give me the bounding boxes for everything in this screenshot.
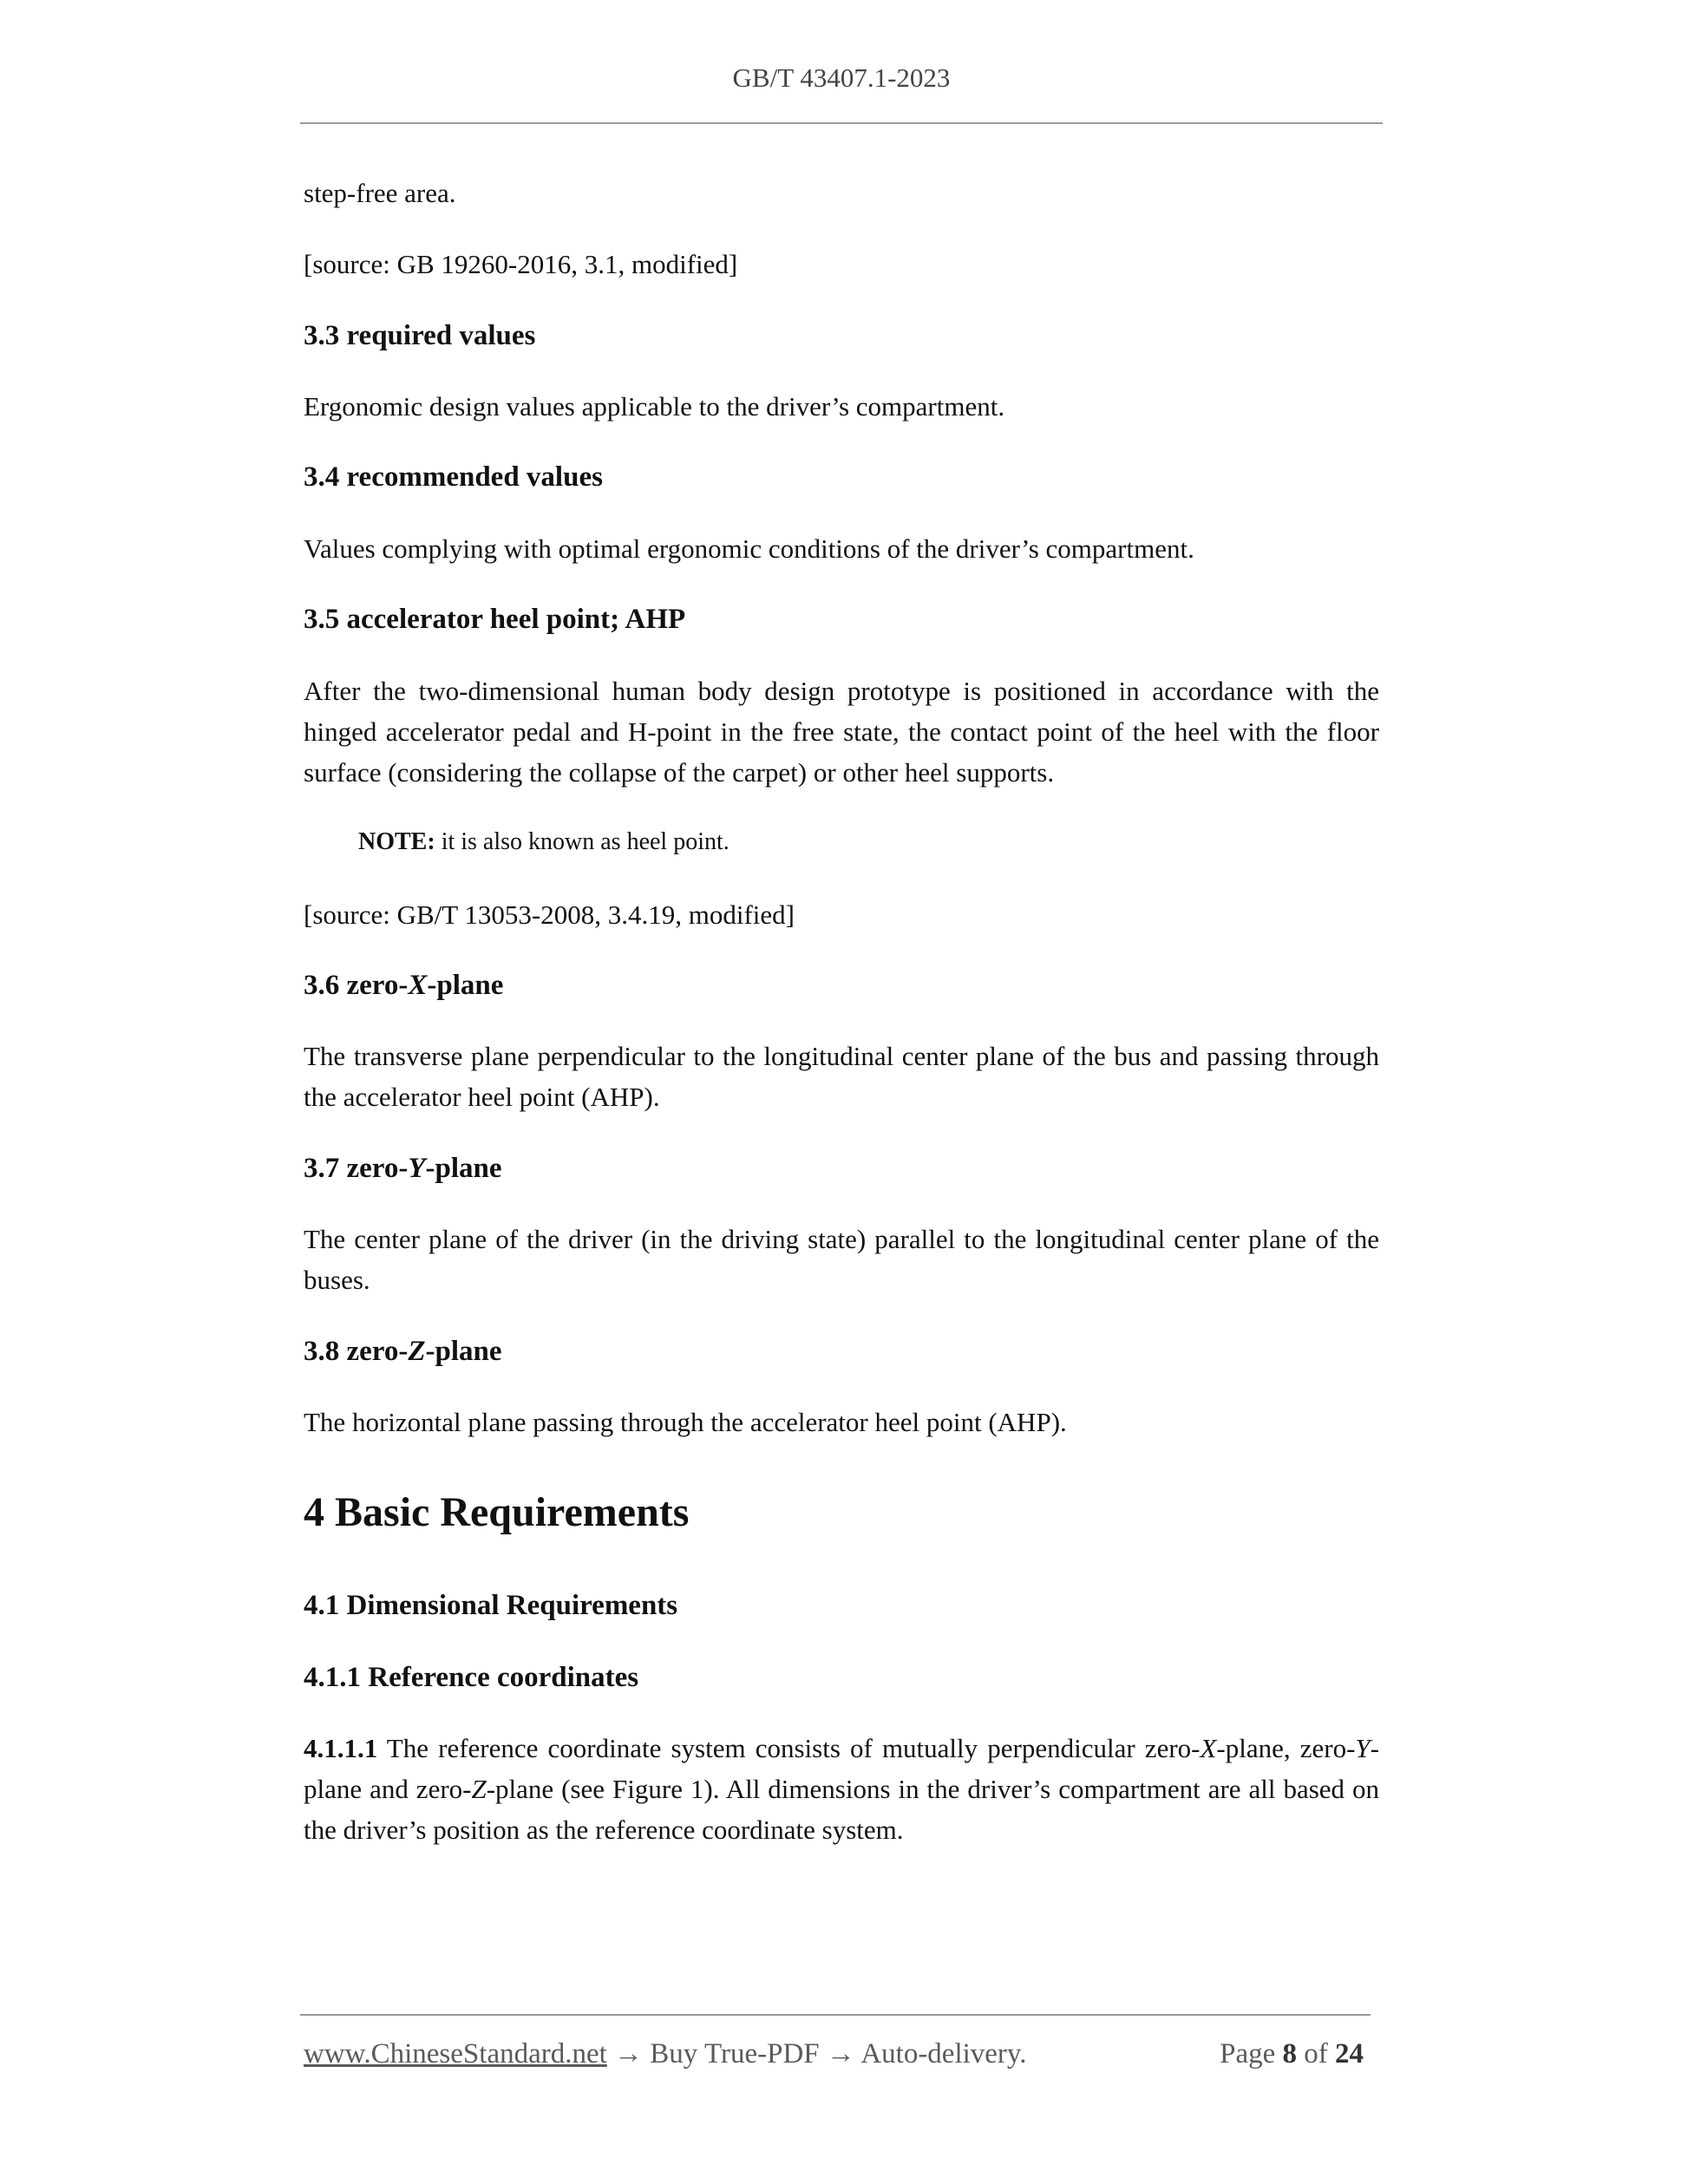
heading-4-1: 4.1 Dimensional Requirements <box>304 1590 678 1621</box>
page-total: 24 <box>1335 2038 1364 2070</box>
note-label: NOTE: <box>358 828 435 855</box>
paragraph-3-8: The horizontal plane passing through the accelerator heel point (AHP). <box>304 1407 1067 1437</box>
buy-true-pdf-text: Buy True-PDF <box>650 2038 820 2070</box>
heading-4-1-1: 4.1.1 Reference coordinates <box>304 1662 639 1693</box>
paragraph-3-6: The transverse plane perpendicular to the longitudinal center plane of the bus and passing through the accelerator heel point (AHP). <box>304 1041 1379 1112</box>
heading-3-8: 3.8 zero-Z-plane <box>304 1336 502 1367</box>
heading-3-5: 3.5 accelerator heel point; AHP <box>304 604 686 635</box>
paragraph-3-4: Values complying with optimal ergonomic conditions of the driver’s compartment. <box>304 533 1194 564</box>
arrow-icon: → <box>606 2038 651 2070</box>
heading-3-6: 3.6 zero-X-plane <box>304 970 504 1001</box>
clause-number: 4.1.1.1 <box>304 1733 378 1763</box>
source-citation-2: [source: GB/T 13053-2008, 3.4.19, modified] <box>304 899 795 930</box>
note-text: it is also known as heel point. <box>435 828 730 855</box>
heading-3-7: 3.7 zero-Y-plane <box>304 1153 502 1184</box>
paragraph-3-5: After the two-dimensional human body design prototype is positioned in accordance with the hinged accelerator pedal and H-point in the free state, the contact point of the heel with the floor surface (considering the collapse of the carpet) or other heel supports. <box>304 676 1379 788</box>
paragraph-step-free: step-free area. <box>304 178 456 208</box>
paragraph-4-1-1-1: 4.1.1.1 The reference coordinate system consists of mutually perpendicular zero-X-plane, zero-Y-plane and zero-Z-plane (see Figure 1). All dimensions in the driver’s compartment are all based on the driver’s position as the reference coordinate system. <box>304 1733 1379 1845</box>
header-title: GB/T 43407.1-2023 <box>732 62 951 93</box>
paragraph-3-3: Ergonomic design values applicable to the driver’s compartment. <box>304 391 1005 422</box>
auto-delivery-text: Auto-delivery. <box>860 2038 1027 2070</box>
paragraph-3-7: The center plane of the driver (in the driving state) parallel to the longitudinal center plane of the buses. <box>304 1224 1379 1295</box>
page-number: 8 <box>1282 2038 1297 2070</box>
website-link[interactable]: www.ChineseStandard.net <box>304 2038 607 2070</box>
heading-3-3: 3.3 required values <box>304 320 536 351</box>
footer-divider <box>300 2014 1371 2016</box>
note <box>304 825 1379 860</box>
header-divider <box>300 122 1383 124</box>
heading-4: 4 Basic Requirements <box>304 1489 690 1535</box>
heading-3-4: 3.4 recommended values <box>304 461 603 493</box>
arrow-icon: → <box>819 2038 861 2070</box>
source-citation-1: [source: GB 19260-2016, 3.1, modified] <box>304 249 738 279</box>
page-indicator: Page 8 of 24 <box>1220 2038 1364 2070</box>
footer-links <box>304 2038 1027 2070</box>
